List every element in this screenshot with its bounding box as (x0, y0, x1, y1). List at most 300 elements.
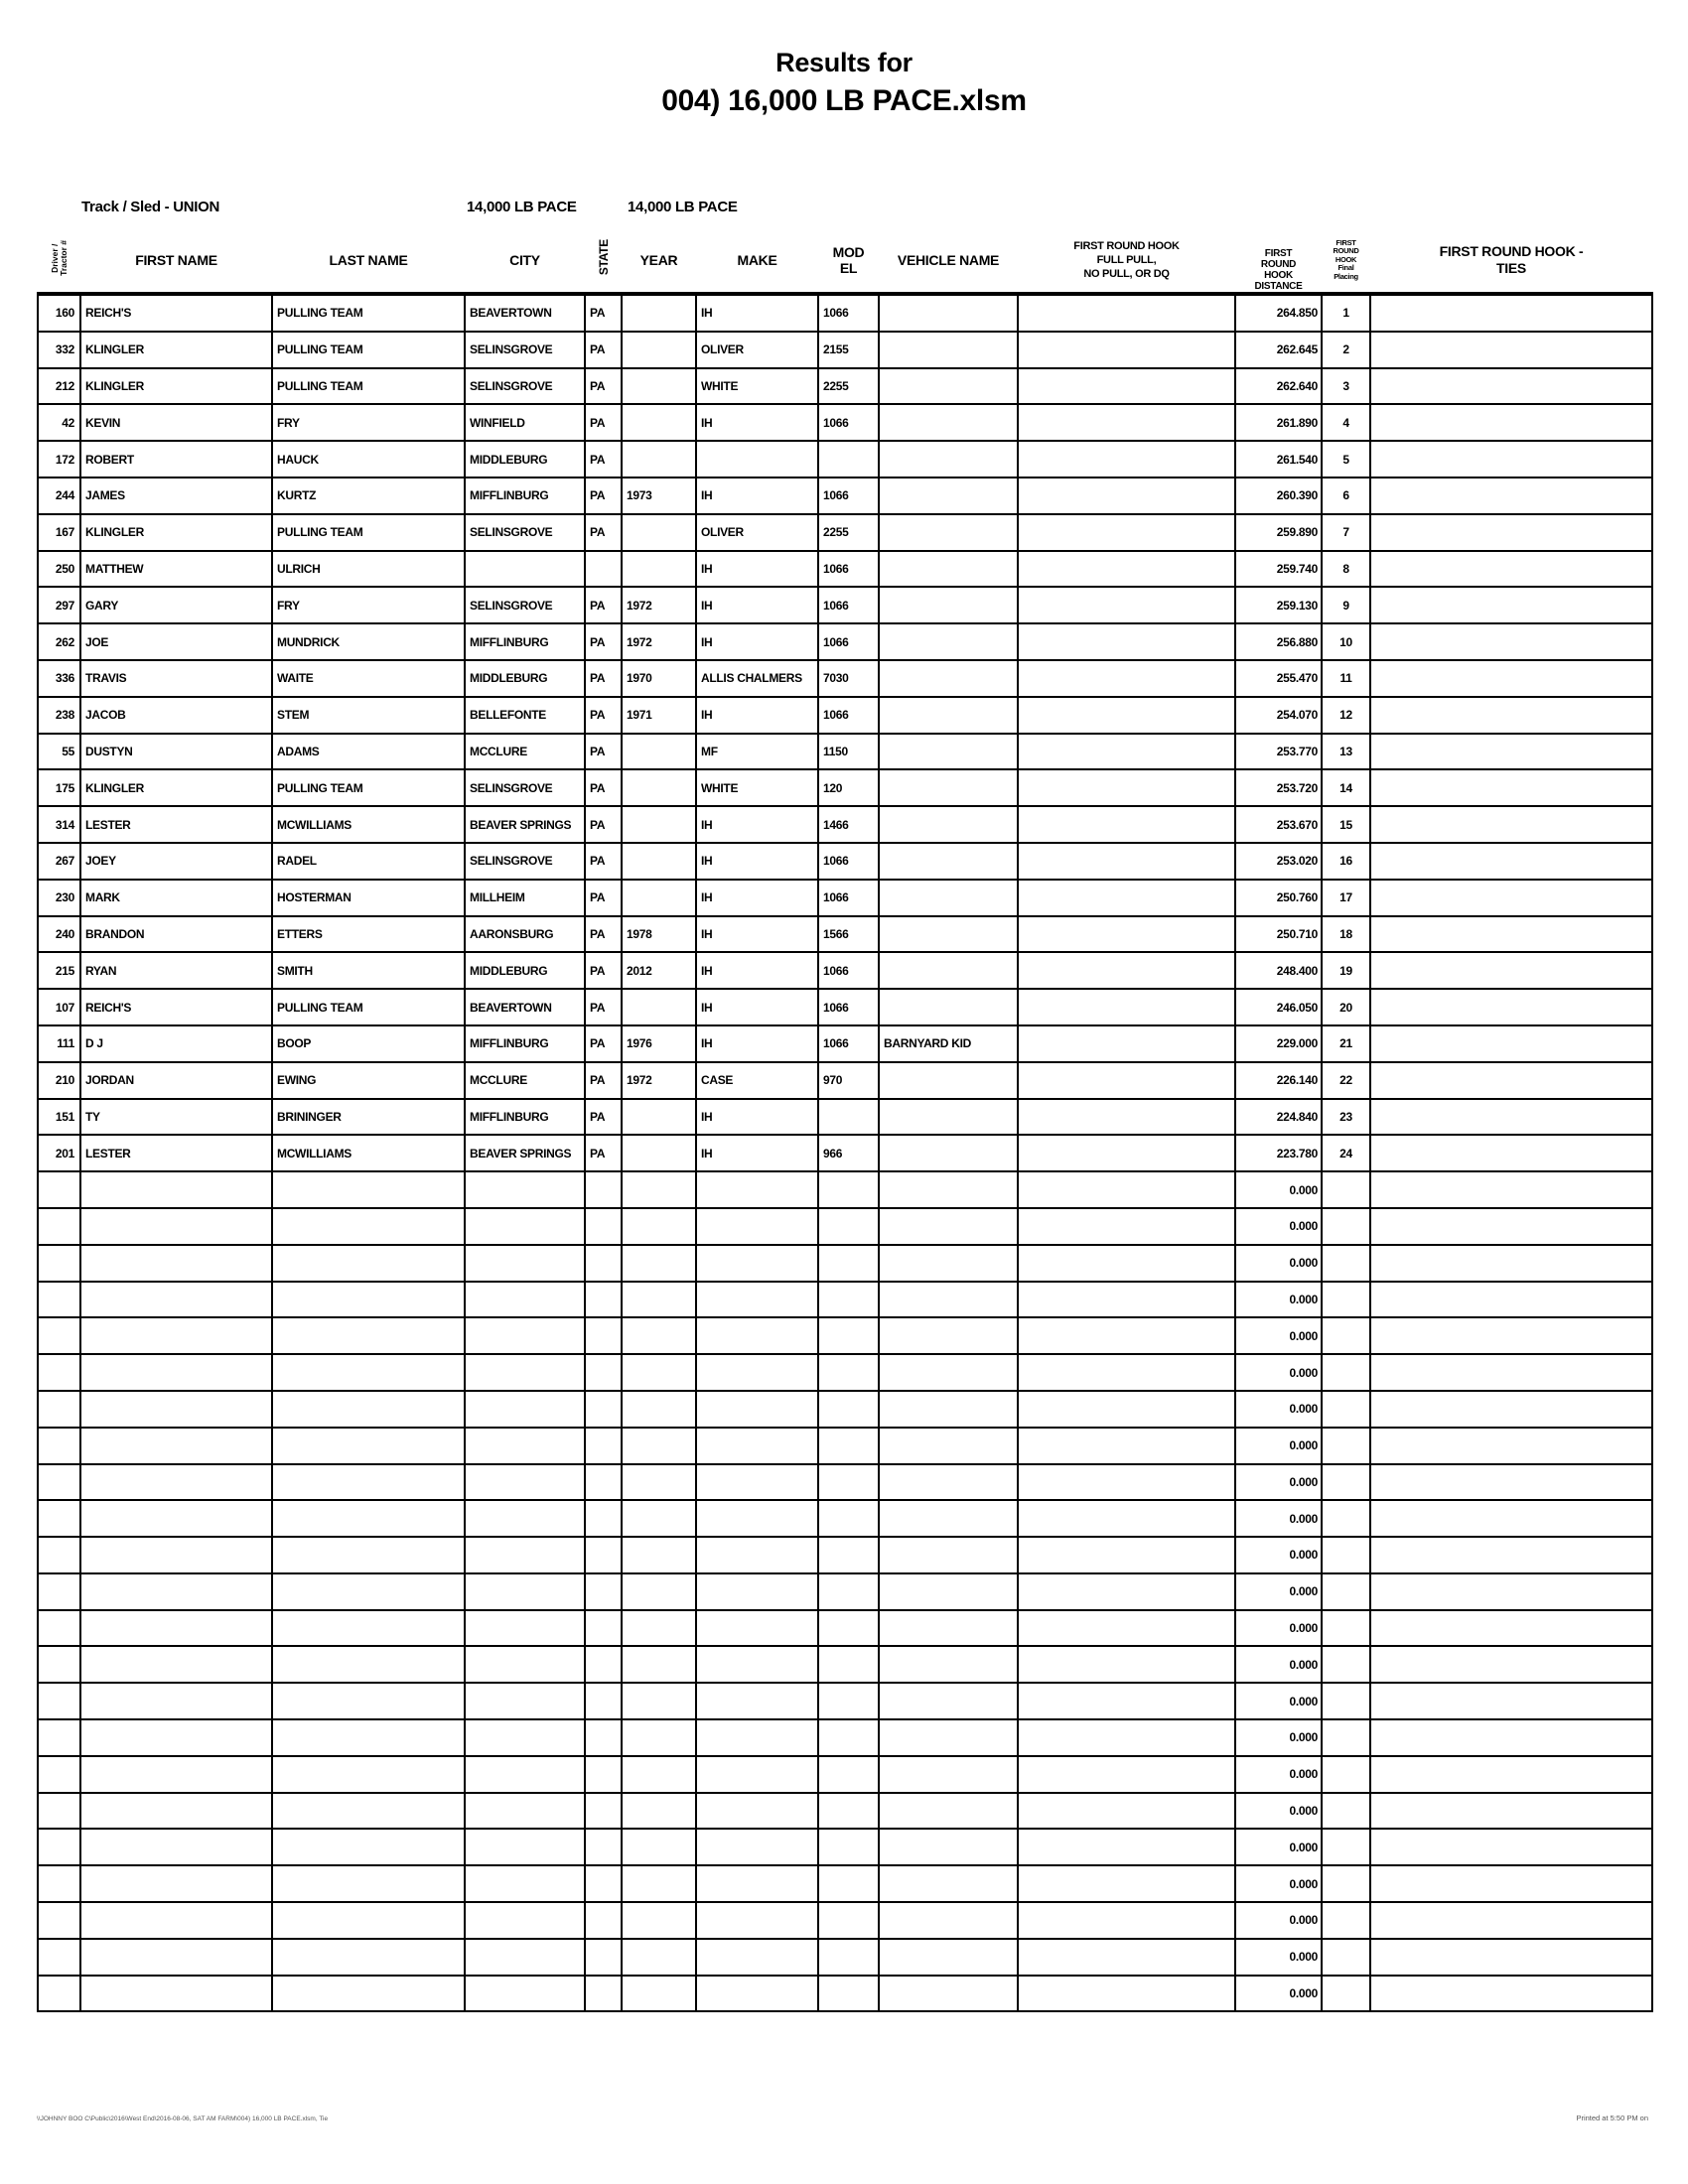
cell-state (585, 1537, 622, 1573)
cell-num (38, 1719, 80, 1756)
cell-year (622, 551, 696, 588)
cell-first_name: KLINGLER (80, 514, 272, 551)
cell-num (38, 1865, 80, 1902)
cell-distance: 253.670 (1235, 806, 1322, 843)
cell-distance: 0.000 (1235, 1793, 1322, 1830)
cell-year (622, 1537, 696, 1573)
cell-first_name: TY (80, 1099, 272, 1136)
cell-placing: 23 (1322, 1099, 1370, 1136)
cell-num (38, 1902, 80, 1939)
table-row (38, 806, 1652, 843)
cell-full_pull (1018, 368, 1235, 405)
cell-year (622, 332, 696, 368)
cell-vehicle_name (879, 1428, 1018, 1464)
cell-distance: 0.000 (1235, 1902, 1322, 1939)
cell-full_pull (1018, 843, 1235, 880)
cell-num: 332 (38, 332, 80, 368)
cell-city: MIDDLEBURG (465, 660, 585, 697)
results-tbody (38, 294, 1652, 2011)
cell-vehicle_name (879, 1282, 1018, 1318)
cell-first_name (80, 1902, 272, 1939)
cell-make (696, 1976, 818, 2012)
col-header-make: MAKE (696, 228, 818, 294)
cell-distance: 255.470 (1235, 660, 1322, 697)
cell-full_pull (1018, 1865, 1235, 1902)
cell-city: SELINSGROVE (465, 514, 585, 551)
cell-make (696, 1317, 818, 1354)
cell-num (38, 1464, 80, 1501)
cell-make (696, 1683, 818, 1719)
cell-num: 160 (38, 294, 80, 332)
cell-placing: 18 (1322, 916, 1370, 953)
col-header-first-name: FIRST NAME (80, 228, 272, 294)
cell-last_name (272, 1719, 465, 1756)
cell-city (465, 1282, 585, 1318)
cell-state (585, 1646, 622, 1683)
cell-year: 2012 (622, 952, 696, 989)
cell-vehicle_name (879, 880, 1018, 916)
cell-distance: 0.000 (1235, 1500, 1322, 1537)
cell-ties (1370, 806, 1652, 843)
table-row (38, 1025, 1652, 1062)
cell-state: PA (585, 1025, 622, 1062)
cell-num (38, 1756, 80, 1793)
cell-year: 1976 (622, 1025, 696, 1062)
cell-distance: 0.000 (1235, 1683, 1322, 1719)
cell-model (818, 1683, 879, 1719)
cell-city: BEAVER SPRINGS (465, 806, 585, 843)
cell-placing (1322, 1610, 1370, 1647)
cell-full_pull (1018, 441, 1235, 478)
cell-make: IH (696, 843, 818, 880)
table-row (38, 1062, 1652, 1099)
table-row (38, 1976, 1652, 2012)
cell-placing: 24 (1322, 1135, 1370, 1171)
cell-ties (1370, 843, 1652, 880)
cell-year: 1970 (622, 660, 696, 697)
table-row (38, 1282, 1652, 1318)
cell-placing: 17 (1322, 880, 1370, 916)
cell-vehicle_name (879, 478, 1018, 514)
cell-full_pull (1018, 734, 1235, 770)
title-block (0, 46, 1688, 123)
class-label-left: 14,000 LB PACE (467, 199, 577, 215)
cell-num (38, 1208, 80, 1245)
cell-num: 267 (38, 843, 80, 880)
cell-make: IH (696, 294, 818, 332)
cell-placing: 10 (1322, 623, 1370, 660)
cell-last_name: FRY (272, 587, 465, 623)
cell-last_name (272, 1282, 465, 1318)
cell-first_name: LESTER (80, 1135, 272, 1171)
cell-placing (1322, 1245, 1370, 1282)
cell-distance: 262.645 (1235, 332, 1322, 368)
cell-full_pull (1018, 916, 1235, 953)
cell-distance: 253.770 (1235, 734, 1322, 770)
cell-ties (1370, 1829, 1652, 1865)
cell-vehicle_name (879, 1245, 1018, 1282)
cell-state: PA (585, 1135, 622, 1171)
cell-full_pull (1018, 1939, 1235, 1976)
cell-make (696, 1208, 818, 1245)
cell-full_pull (1018, 989, 1235, 1025)
cell-make: IH (696, 1025, 818, 1062)
cell-city (465, 1793, 585, 1830)
cell-model (818, 1902, 879, 1939)
cell-ties (1370, 1464, 1652, 1501)
cell-placing (1322, 1317, 1370, 1354)
cell-num (38, 1646, 80, 1683)
driver-tractor-vertical-label: Driver / Tractor # (49, 239, 69, 276)
cell-city: MIFFLINBURG (465, 623, 585, 660)
cell-placing (1322, 1683, 1370, 1719)
cell-placing: 19 (1322, 952, 1370, 989)
cell-distance: 0.000 (1235, 1317, 1322, 1354)
cell-vehicle_name (879, 441, 1018, 478)
track-sled-label: Track / Sled - UNION (81, 199, 220, 215)
cell-year (622, 1719, 696, 1756)
cell-vehicle_name (879, 660, 1018, 697)
cell-first_name (80, 1756, 272, 1793)
cell-year (622, 1099, 696, 1136)
cell-model (818, 441, 879, 478)
cell-full_pull (1018, 660, 1235, 697)
cell-last_name: PULLING TEAM (272, 989, 465, 1025)
cell-first_name (80, 1976, 272, 2012)
cell-model (818, 1500, 879, 1537)
cell-city (465, 1756, 585, 1793)
cell-vehicle_name (879, 989, 1018, 1025)
cell-full_pull (1018, 1793, 1235, 1830)
cell-year (622, 1646, 696, 1683)
cell-state: PA (585, 368, 622, 405)
cell-city (465, 1391, 585, 1428)
cell-placing (1322, 1756, 1370, 1793)
cell-first_name: DUSTYN (80, 734, 272, 770)
cell-distance: 0.000 (1235, 1939, 1322, 1976)
cell-state (585, 1573, 622, 1610)
cell-num: 210 (38, 1062, 80, 1099)
cell-ties (1370, 441, 1652, 478)
cell-make (696, 1464, 818, 1501)
cell-make (696, 1646, 818, 1683)
cell-model (818, 1610, 879, 1647)
cell-ties (1370, 587, 1652, 623)
cell-ties (1370, 1646, 1652, 1683)
cell-full_pull (1018, 1391, 1235, 1428)
cell-first_name: GARY (80, 587, 272, 623)
cell-vehicle_name (879, 952, 1018, 989)
cell-distance: 0.000 (1235, 1391, 1322, 1428)
cell-num: 151 (38, 1099, 80, 1136)
cell-city (465, 1610, 585, 1647)
cell-model: 1066 (818, 880, 879, 916)
cell-last_name: EWING (272, 1062, 465, 1099)
cell-placing (1322, 1865, 1370, 1902)
cell-full_pull (1018, 1976, 1235, 2012)
cell-last_name: KURTZ (272, 478, 465, 514)
cell-num: 297 (38, 587, 80, 623)
cell-first_name: KLINGLER (80, 332, 272, 368)
table-row (38, 952, 1652, 989)
cell-make: IH (696, 623, 818, 660)
cell-num (38, 1683, 80, 1719)
cell-year (622, 1282, 696, 1318)
cell-last_name: MCWILLIAMS (272, 806, 465, 843)
cell-placing: 21 (1322, 1025, 1370, 1062)
table-row (38, 1683, 1652, 1719)
cell-ties (1370, 1428, 1652, 1464)
cell-model: 1066 (818, 952, 879, 989)
cell-model: 1150 (818, 734, 879, 770)
cell-full_pull (1018, 551, 1235, 588)
cell-year (622, 1317, 696, 1354)
table-row (38, 294, 1652, 332)
cell-model: 7030 (818, 660, 879, 697)
cell-vehicle_name (879, 1902, 1018, 1939)
cell-num (38, 1976, 80, 2012)
cell-model: 1066 (818, 623, 879, 660)
cell-model (818, 1171, 879, 1208)
cell-first_name (80, 1208, 272, 1245)
cell-placing (1322, 1391, 1370, 1428)
cell-last_name (272, 1610, 465, 1647)
cell-state: PA (585, 916, 622, 953)
cell-year (622, 1354, 696, 1391)
cell-model: 1066 (818, 843, 879, 880)
cell-num: 336 (38, 660, 80, 697)
cell-ties (1370, 1245, 1652, 1282)
cell-city (465, 1829, 585, 1865)
table-row (38, 769, 1652, 806)
cell-state (585, 1500, 622, 1537)
cell-full_pull (1018, 514, 1235, 551)
cell-city: AARONSBURG (465, 916, 585, 953)
cell-city: MIFFLINBURG (465, 1025, 585, 1062)
cell-last_name (272, 1646, 465, 1683)
cell-vehicle_name (879, 1719, 1018, 1756)
table-row (38, 332, 1652, 368)
cell-make: IH (696, 916, 818, 953)
cell-vehicle_name (879, 1939, 1018, 1976)
col-header-placing: FIRST ROUND HOOK Final Placing (1322, 228, 1370, 294)
cell-full_pull (1018, 880, 1235, 916)
cell-distance: 246.050 (1235, 989, 1322, 1025)
cell-first_name: MATTHEW (80, 551, 272, 588)
cell-distance: 0.000 (1235, 1610, 1322, 1647)
cell-state (585, 1865, 622, 1902)
cell-full_pull (1018, 1282, 1235, 1318)
cell-first_name: BRANDON (80, 916, 272, 953)
cell-placing: 3 (1322, 368, 1370, 405)
cell-model: 2255 (818, 514, 879, 551)
cell-distance: 262.640 (1235, 368, 1322, 405)
cell-state: PA (585, 294, 622, 332)
table-row (38, 1939, 1652, 1976)
cell-placing (1322, 1939, 1370, 1976)
cell-distance: 229.000 (1235, 1025, 1322, 1062)
cell-city (465, 1939, 585, 1976)
cell-city: BELLEFONTE (465, 697, 585, 734)
footer-file-path: \\JOHNNY BOO C\Public\2016\West End\2016-08-06, SAT AM FARM\004) 16,000 LB PACE.xlsm, Tie (37, 2116, 329, 2122)
cell-state: PA (585, 332, 622, 368)
cell-last_name (272, 1939, 465, 1976)
cell-placing: 15 (1322, 806, 1370, 843)
cell-year (622, 1391, 696, 1428)
cell-make (696, 1537, 818, 1573)
cell-placing: 22 (1322, 1062, 1370, 1099)
page-title: Results for (775, 48, 913, 77)
cell-ties (1370, 623, 1652, 660)
cell-year (622, 1245, 696, 1282)
cell-distance: 254.070 (1235, 697, 1322, 734)
cell-vehicle_name (879, 332, 1018, 368)
col-header-model: MOD EL (818, 228, 879, 294)
cell-year (622, 1865, 696, 1902)
cell-num: 107 (38, 989, 80, 1025)
cell-vehicle_name (879, 1976, 1018, 2012)
cell-num (38, 1245, 80, 1282)
cell-placing (1322, 1902, 1370, 1939)
cell-year: 1972 (622, 587, 696, 623)
cell-make (696, 1793, 818, 1830)
cell-placing: 1 (1322, 294, 1370, 332)
cell-state (585, 1939, 622, 1976)
cell-vehicle_name (879, 1500, 1018, 1537)
cell-city (465, 1464, 585, 1501)
cell-city: SELINSGROVE (465, 587, 585, 623)
cell-city (465, 1719, 585, 1756)
cell-last_name (272, 1865, 465, 1902)
cell-last_name: HAUCK (272, 441, 465, 478)
cell-num: 167 (38, 514, 80, 551)
cell-make (696, 1610, 818, 1647)
cell-first_name (80, 1683, 272, 1719)
cell-city: MCCLURE (465, 734, 585, 770)
table-row (38, 1756, 1652, 1793)
table-row (38, 1793, 1652, 1830)
cell-make (696, 1171, 818, 1208)
cell-ties (1370, 1025, 1652, 1062)
cell-state: PA (585, 952, 622, 989)
table-row (38, 1537, 1652, 1573)
cell-last_name (272, 1902, 465, 1939)
table-row (38, 1208, 1652, 1245)
cell-city: SELINSGROVE (465, 368, 585, 405)
cell-distance: 259.740 (1235, 551, 1322, 588)
cell-state (585, 1719, 622, 1756)
cell-num: 172 (38, 441, 80, 478)
cell-full_pull (1018, 1354, 1235, 1391)
cell-ties (1370, 551, 1652, 588)
cell-state (585, 1282, 622, 1318)
cell-first_name (80, 1500, 272, 1537)
cell-num (38, 1537, 80, 1573)
cell-num: 262 (38, 623, 80, 660)
cell-vehicle_name (879, 404, 1018, 441)
cell-first_name (80, 1646, 272, 1683)
cell-make (696, 1428, 818, 1464)
cell-ties (1370, 1099, 1652, 1136)
table-row (38, 916, 1652, 953)
cell-city: SELINSGROVE (465, 332, 585, 368)
table-row (38, 368, 1652, 405)
cell-make (696, 1391, 818, 1428)
cell-last_name (272, 1829, 465, 1865)
cell-first_name (80, 1829, 272, 1865)
cell-num: 314 (38, 806, 80, 843)
cell-year (622, 1573, 696, 1610)
cell-year (622, 1428, 696, 1464)
cell-model (818, 1976, 879, 2012)
table-row (38, 1391, 1652, 1428)
cell-make (696, 1865, 818, 1902)
cell-full_pull (1018, 1317, 1235, 1354)
cell-model: 1066 (818, 404, 879, 441)
cell-ties (1370, 1208, 1652, 1245)
col-header-driver-tractor (38, 228, 80, 294)
cell-ties (1370, 880, 1652, 916)
cell-first_name (80, 1391, 272, 1428)
cell-num: 230 (38, 880, 80, 916)
cell-vehicle_name (879, 806, 1018, 843)
cell-city (465, 1537, 585, 1573)
cell-make: IH (696, 551, 818, 588)
cell-last_name: BOOP (272, 1025, 465, 1062)
cell-num: 55 (38, 734, 80, 770)
cell-num (38, 1171, 80, 1208)
cell-distance: 264.850 (1235, 294, 1322, 332)
cell-full_pull (1018, 478, 1235, 514)
cell-model: 1066 (818, 989, 879, 1025)
cell-year (622, 1208, 696, 1245)
cell-make (696, 1719, 818, 1756)
cell-last_name: PULLING TEAM (272, 332, 465, 368)
cell-distance: 0.000 (1235, 1428, 1322, 1464)
cell-year (622, 1683, 696, 1719)
cell-num (38, 1428, 80, 1464)
cell-first_name: KLINGLER (80, 769, 272, 806)
cell-full_pull (1018, 1208, 1235, 1245)
cell-num (38, 1573, 80, 1610)
cell-distance: 259.890 (1235, 514, 1322, 551)
cell-vehicle_name (879, 1354, 1018, 1391)
table-row (38, 1719, 1652, 1756)
cell-vehicle_name (879, 551, 1018, 588)
cell-model: 2155 (818, 332, 879, 368)
cell-state (585, 1793, 622, 1830)
cell-state: PA (585, 514, 622, 551)
cell-placing: 12 (1322, 697, 1370, 734)
cell-last_name (272, 1317, 465, 1354)
cell-vehicle_name: BARNYARD KID (879, 1025, 1018, 1062)
cell-num (38, 1282, 80, 1318)
cell-distance: 0.000 (1235, 1865, 1322, 1902)
meta-row (37, 197, 1651, 226)
cell-year (622, 1793, 696, 1830)
cell-make: IH (696, 880, 818, 916)
cell-last_name: HOSTERMAN (272, 880, 465, 916)
cell-last_name (272, 1500, 465, 1537)
cell-ties (1370, 1317, 1652, 1354)
cell-state: PA (585, 880, 622, 916)
cell-model: 970 (818, 1062, 879, 1099)
cell-distance: 0.000 (1235, 1976, 1322, 2012)
cell-vehicle_name (879, 1865, 1018, 1902)
cell-model (818, 1464, 879, 1501)
cell-distance: 256.880 (1235, 623, 1322, 660)
cell-first_name: LESTER (80, 806, 272, 843)
